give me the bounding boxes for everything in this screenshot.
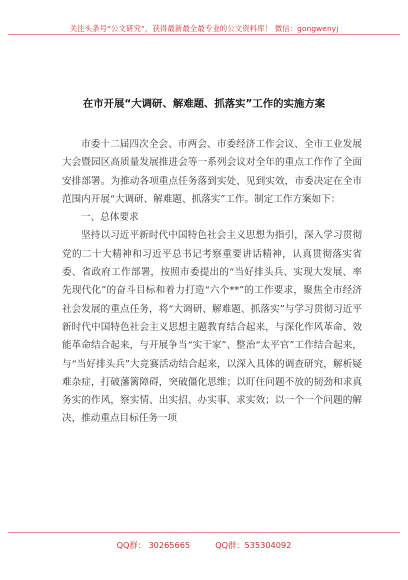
intro-paragraph: 市委十二届四次全会、市两会、市委经济工作会议、全市工业发展大会暨园区高质量发展推进会等一系列会议对全年的重点工作作了全面安排部署。为推动各项重点任务落到实处、见到实效，市委决定在全市范围内开展“大调研、解难题、抓落实”工作。制定工作方案如下： (62, 139, 362, 205)
document-body (62, 136, 362, 429)
header-notice: 关注头条号“公文研究”，获得最新最全最专业的公文资料库！ 微信：gongwenyj (69, 24, 339, 33)
footer-qq-group-2: QQ群：535304092 (215, 540, 292, 550)
header-bar (8, 16, 400, 35)
section-paragraph: 坚持以习近平新时代中国特色社会主义思想为指引，深入学习贯彻党的二十大精神和习近平总书记考察重要讲话精神，认真贯彻落实省委、省政府工作部署，按照市委提出的“当好排头兵、实现大发展、率先现代化”的奋斗目标和着力打造“六个**”的工作要求，聚焦全市经济社会发展的重点任务，将“大调研、解难题、抓落实”与学习贯彻习近平新时代中国特色社会主义思想主题教育结合起来，与深化作风革命、效能革命结合起来，与开展争当“实干家”、整治“太平官”工作结合起来，与“当好排头兵”大竞赛活动结合起来，以深入具体的调查研究，解析疑难杂症，打破藩篱障碍，突破僵化思维；以盯住问题不放的韧劲和求真务实的作风，察实情、出实招、办实事、求实效；以一个一个问题的解决，推动重点目标任务一项 (62, 230, 362, 425)
document-title: 在市开展“大调研、解难题、抓落实”工作的实施方案 (82, 98, 326, 110)
footer-qq-group-1: QQ群： 30265665 (116, 540, 191, 550)
section-heading: 一、总体要求 (81, 212, 139, 224)
footer-bar (8, 532, 400, 551)
